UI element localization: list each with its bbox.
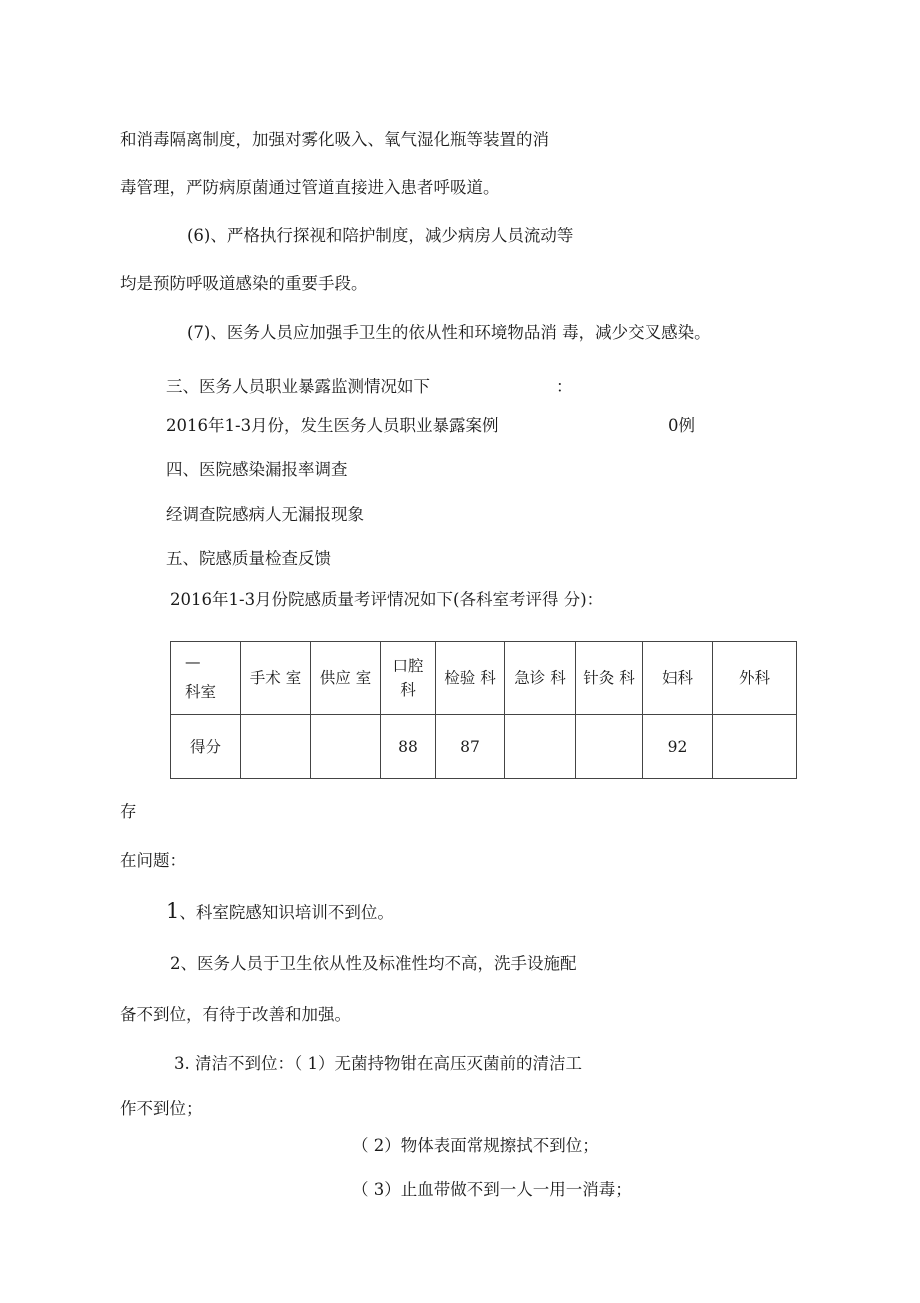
paragraph-line: 毒管理，严防病原菌通过管道直接进入患者呼吸道。	[120, 178, 500, 197]
paragraph-line: (7)、医务人员应加强手卫生的依从性和环境物品消 毒，减少交叉感染。	[187, 323, 711, 342]
score-cell	[241, 715, 311, 779]
paragraph-line: 和消毒隔离制度，加强对雾化吸入、氧气湿化瓶等装置的消	[120, 130, 549, 149]
column-header: 口腔 科	[381, 642, 436, 715]
colon: ：	[556, 377, 573, 396]
paragraph-line: (6)、严格执行探视和陪护制度，减少病房人员流动等	[187, 226, 574, 245]
score-cell	[505, 715, 576, 779]
column-header: 检验 科	[436, 642, 505, 715]
issue-item: （ 2）物体表面常规擦拭不到位；	[352, 1136, 599, 1155]
section-text: 经调查院感病人无漏报现象	[166, 505, 364, 524]
section-text: 2016年1-3月份，发生医务人员职业暴露案例	[166, 416, 499, 435]
column-header: 供应 室	[311, 642, 381, 715]
section-heading: 五、院感质量检查反馈	[166, 549, 331, 568]
score-cell	[713, 715, 797, 779]
score-cell	[311, 715, 381, 779]
section-text: 2016年1-3月份院感质量考评情况如下(各科室考评得 分)：	[170, 590, 604, 609]
corner-dash: —	[185, 653, 201, 671]
table-header-row	[171, 642, 797, 715]
issues-label: 在问题：	[120, 851, 186, 870]
score-table	[170, 641, 797, 779]
issue-item: 2、医务人员于卫生依从性及标准性均不高，洗手设施配	[170, 954, 577, 973]
score-cell: 87	[436, 715, 505, 779]
score-cell	[576, 715, 643, 779]
issue-item: （ 3）止血带做不到一人一用一消毒；	[352, 1180, 632, 1199]
corner-cell	[171, 642, 241, 715]
section-heading: 三、医务人员职业暴露监测情况如下	[166, 377, 430, 396]
column-header: 急诊 科	[505, 642, 576, 715]
case-count: 0例	[668, 416, 695, 435]
section-heading: 四、医院感染漏报率调查	[166, 460, 348, 479]
row-label: 得分	[171, 715, 241, 779]
column-header: 手术 室	[241, 642, 311, 715]
paragraph-line: 均是预防呼吸道感染的重要手段。	[120, 274, 368, 293]
score-cell: 88	[381, 715, 436, 779]
column-header: 针灸 科	[576, 642, 643, 715]
column-header: 外科	[713, 642, 797, 715]
corner-label: 科室	[185, 683, 217, 701]
table-row	[171, 715, 797, 779]
issue-item: 作不到位；	[120, 1099, 203, 1118]
issue-item	[166, 901, 394, 923]
issue-item: 3. 清洁不到位：（ 1）无菌持物钳在高压灭菌前的清洁工	[174, 1054, 582, 1073]
issue-number: 1	[166, 899, 180, 923]
column-header: 妇科	[643, 642, 713, 715]
issue-item: 备不到位，有待于改善和加强。	[120, 1005, 351, 1024]
score-cell: 92	[643, 715, 713, 779]
issue-text: 、科室院感知识培训不到位。	[179, 903, 394, 922]
issues-label: 存	[120, 802, 137, 821]
